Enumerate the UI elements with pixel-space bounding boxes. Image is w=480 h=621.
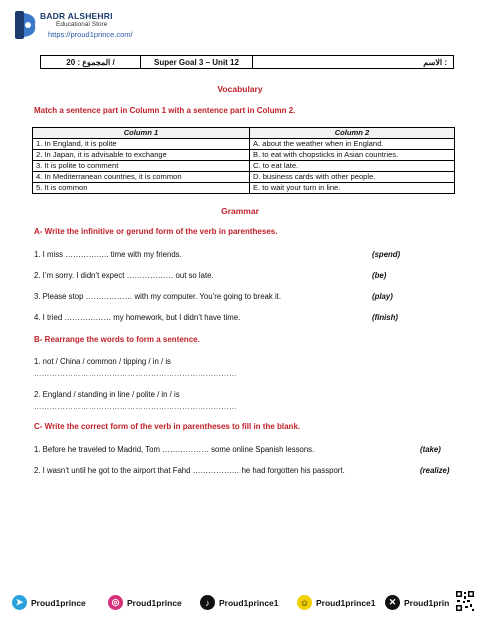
column-2-cell: B. to eat with chopsticks in Asian countries.	[250, 150, 455, 161]
question-b2: 2. England / standing in line / polite / in / is	[34, 390, 180, 399]
column-1-cell: 2. In Japan, it is advisable to exchange	[33, 150, 250, 161]
snapchat-icon: ☺	[297, 595, 312, 610]
social-handle: Proud1prince1	[219, 597, 279, 608]
column-2-cell: D. business cards with other people.	[250, 172, 455, 183]
column-2-cell: E. to wait your turn in line.	[250, 183, 455, 194]
column-1-cell: 4. In Mediterranean countries, it is common	[33, 172, 250, 183]
social-link-snapchat[interactable]	[297, 595, 376, 610]
brand-name: BADR ALSHEHRI	[40, 11, 113, 21]
telegram-icon: ➤	[12, 595, 27, 610]
question-a1[interactable]: 1. I miss …………….. time with my friends.	[34, 250, 182, 259]
table-header-row	[33, 128, 455, 139]
question-c2[interactable]: 2. I wasn’t until he got to the airport that Fahd ……………… he had forgotten his passport.	[34, 466, 345, 475]
column-1-cell: 3. It is polite to comment	[33, 161, 250, 172]
table-row	[33, 139, 455, 150]
social-link-x[interactable]	[385, 595, 449, 610]
answer-line-b2[interactable]: ……………………………………………………………………	[34, 402, 237, 411]
tiktok-icon: ♪	[200, 595, 215, 610]
column-2-header: Column 2	[250, 128, 455, 139]
question-a4[interactable]: 4. I tried ……………… my homework, but I didn’t have time.	[34, 313, 241, 322]
social-handle: Proud1prince	[31, 597, 86, 608]
column-1-cell: 1. In England, it is polite	[33, 139, 250, 150]
social-handle: Proud1prince1	[316, 597, 376, 608]
instagram-icon: ◎	[108, 595, 123, 610]
vocabulary-instruction: Match a sentence part in Column 1 with a sentence part in Column 2.	[34, 106, 296, 115]
column-1-header: Column 1	[33, 128, 250, 139]
verb-cue: (play)	[372, 292, 393, 301]
social-link-instagram[interactable]	[108, 595, 182, 610]
social-link-tiktok[interactable]	[200, 595, 279, 610]
grammar-title: Grammar	[221, 206, 259, 216]
social-link-telegram[interactable]	[12, 595, 86, 610]
verb-cue: (be)	[372, 271, 387, 280]
qr-code-icon[interactable]	[455, 590, 475, 612]
question-b1: 1. not / China / common / tipping / in / is	[34, 357, 171, 366]
brand-subtitle: Educational Store	[56, 21, 108, 28]
x-icon: ✕	[385, 595, 400, 610]
section-c-instruction: C- Write the correct form of the verb in parentheses to fill in the blank.	[34, 422, 301, 431]
total-score-field[interactable]: المجموع : 20 /	[41, 56, 141, 68]
social-handle: Proud1prince	[127, 597, 182, 608]
matching-table	[32, 127, 455, 194]
verb-cue: (take)	[420, 445, 441, 454]
verb-cue: (finish)	[372, 313, 398, 322]
section-b-instruction: B- Rearrange the words to form a sentence.	[34, 335, 200, 344]
social-footer	[0, 588, 480, 616]
column-2-cell: C. to eat late.	[250, 161, 455, 172]
brand-logo-icon	[14, 10, 38, 40]
section-a-instruction: A- Write the infinitive or gerund form of the verb in parentheses.	[34, 227, 278, 236]
answer-line-b1[interactable]: ……………………………………………………………………	[34, 369, 237, 378]
table-row	[33, 150, 455, 161]
column-1-cell: 5. It is common	[33, 183, 250, 194]
social-handle: Proud1prin	[404, 597, 450, 608]
table-row	[33, 172, 455, 183]
column-2-cell: A. about the weather when in England.	[250, 139, 455, 150]
question-c1[interactable]: 1. Before he traveled to Madrid, Tom ……………… some online Spanish lessons.	[34, 445, 315, 454]
student-name-field[interactable]: الاسم :	[423, 57, 447, 67]
vocabulary-title: Vocabulary	[217, 84, 263, 94]
unit-title: Super Goal 3 – Unit 12	[141, 56, 253, 68]
verb-cue: (realize)	[420, 466, 450, 475]
question-a2[interactable]: 2. I’m sorry. I didn’t expect ……………… out so late.	[34, 271, 214, 280]
worksheet-header	[40, 55, 454, 69]
table-row	[33, 161, 455, 172]
table-row	[33, 183, 455, 194]
brand-url-link[interactable]: https://proud1prince.com/	[48, 30, 133, 39]
question-a3[interactable]: 3. Please stop ……………… with my computer. You’re going to break it.	[34, 292, 282, 301]
verb-cue: (spend)	[372, 250, 401, 259]
